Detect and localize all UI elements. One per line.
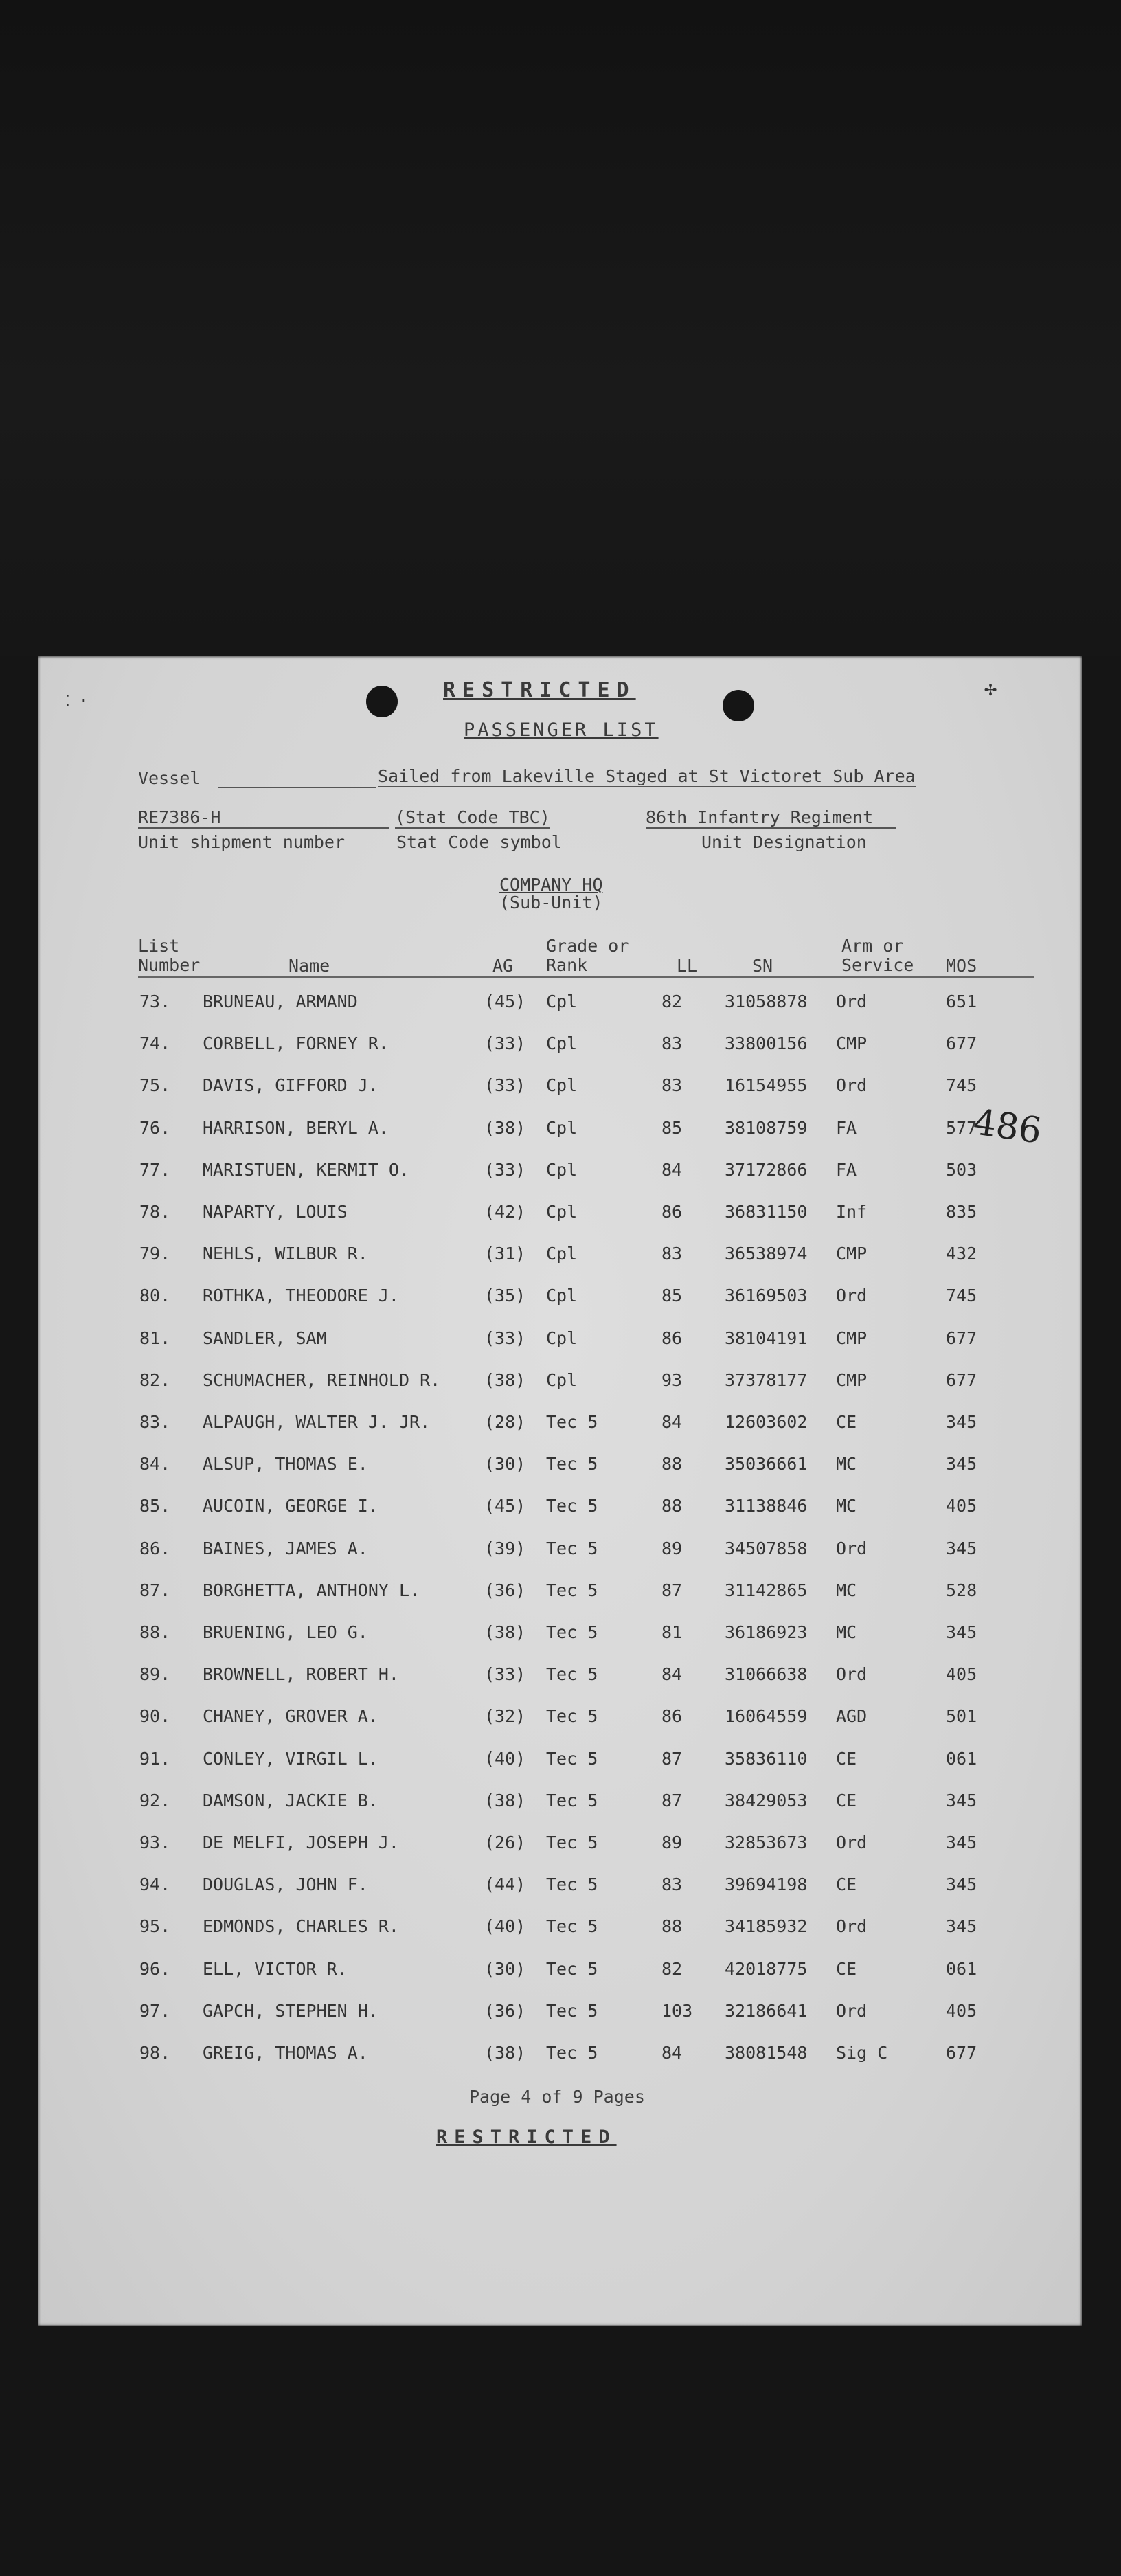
cell-arm: MC <box>836 1454 857 1475</box>
cell-age: (36) <box>484 1580 526 1600</box>
table-row <box>38 1916 1082 1959</box>
sailed-from: Sailed from Lakeville Staged at St Victoret Sub Area <box>378 766 916 786</box>
cell-arm: CE <box>836 1748 857 1769</box>
cell-name: BORGHETTA, ANTHONY L. <box>203 1580 420 1600</box>
cell-num: 87. <box>139 1580 171 1600</box>
cell-ll: 93 <box>661 1369 683 1390</box>
cell-age: (44) <box>484 1874 526 1895</box>
cell-num: 78. <box>139 1202 171 1222</box>
cell-grade: Cpl <box>546 1244 578 1264</box>
table-row <box>38 2043 1082 2085</box>
cell-num: 82. <box>139 1369 171 1390</box>
column-mos: MOS <box>946 956 977 976</box>
cell-arm: MC <box>836 1496 857 1516</box>
cell-num: 83. <box>139 1412 171 1432</box>
cell-num: 74. <box>139 1033 171 1054</box>
cell-ll: 87 <box>661 1580 683 1600</box>
cell-ll: 84 <box>661 1664 683 1685</box>
cell-num: 80. <box>139 1286 171 1306</box>
cell-sn: 34507858 <box>725 1538 808 1558</box>
cell-sn: 38429053 <box>725 1790 808 1811</box>
cell-grade: Tec 5 <box>546 1874 598 1895</box>
table-row <box>38 1454 1082 1497</box>
company-name: COMPANY HQ <box>499 875 603 895</box>
table-row <box>38 1874 1082 1917</box>
cell-mos: 405 <box>946 1664 977 1685</box>
cell-sn: 32186641 <box>725 2000 808 2021</box>
cell-mos: 345 <box>946 1916 977 1937</box>
cell-sn: 31142865 <box>725 1580 808 1600</box>
cell-arm: CE <box>836 1412 857 1432</box>
cell-num: 97. <box>139 2000 171 2021</box>
unit-designation: 86th Infantry Regiment <box>646 807 896 829</box>
cell-sn: 38104191 <box>725 1328 808 1348</box>
cell-mos: 651 <box>946 992 977 1011</box>
corner-mark: ⁚ · <box>65 693 89 710</box>
cell-num: 98. <box>139 2043 171 2063</box>
cell-mos: 677 <box>946 1033 977 1054</box>
column-age: AG <box>492 956 514 976</box>
vessel-label: Vessel <box>138 768 201 788</box>
corner-mark: ✢ <box>984 677 997 701</box>
cell-num: 75. <box>139 1075 171 1096</box>
cell-grade: Cpl <box>546 1202 578 1222</box>
cell-name: GAPCH, STEPHEN H. <box>203 2000 378 2021</box>
cell-ll: 83 <box>661 1033 683 1054</box>
cell-arm: Inf <box>836 1202 868 1222</box>
cell-arm: Ord <box>836 2000 868 2021</box>
cell-grade: Cpl <box>546 1159 578 1180</box>
cell-age: (33) <box>484 1328 526 1348</box>
table-row <box>38 1075 1082 1118</box>
cell-name: DAVIS, GIFFORD J. <box>203 1075 378 1096</box>
cell-grade: Cpl <box>546 1286 578 1306</box>
cell-arm: Sig C <box>836 2043 888 2063</box>
passenger-list-sheet <box>38 656 1082 2326</box>
cell-mos: 345 <box>946 1412 977 1432</box>
cell-mos: 503 <box>946 1159 977 1180</box>
table-row <box>38 1160 1082 1202</box>
table-row <box>38 1706 1082 1749</box>
cell-grade: Tec 5 <box>546 1454 598 1475</box>
cell-grade: Tec 5 <box>546 1706 598 1727</box>
cell-ll: 82 <box>661 992 683 1011</box>
shipment-number: RE7386-H <box>138 807 389 829</box>
cell-ll: 88 <box>661 1496 683 1516</box>
cell-name: BRUENING, LEO G. <box>203 1622 368 1642</box>
cell-sn: 35836110 <box>725 1748 808 1769</box>
cell-grade: Tec 5 <box>546 1622 598 1642</box>
table-row <box>38 1580 1082 1623</box>
cell-arm: Ord <box>836 1538 868 1558</box>
cell-grade: Cpl <box>546 1075 578 1096</box>
cell-arm: CMP <box>836 1244 868 1264</box>
cell-mos: 061 <box>946 1958 977 1979</box>
cell-grade: Tec 5 <box>546 2000 598 2021</box>
table-row <box>38 2001 1082 2043</box>
cell-arm: Ord <box>836 1916 868 1937</box>
cell-num: 84. <box>139 1454 171 1475</box>
column-sn: SN <box>752 956 773 976</box>
cell-name: NEHLS, WILBUR R. <box>203 1244 368 1264</box>
cell-mos: 528 <box>946 1580 977 1600</box>
cell-ll: 81 <box>661 1622 683 1642</box>
cell-age: (33) <box>484 1033 526 1054</box>
cell-grade: Cpl <box>546 992 578 1011</box>
cell-ll: 84 <box>661 2043 683 2063</box>
cell-ll: 83 <box>661 1075 683 1096</box>
cell-arm: Ord <box>836 1075 868 1096</box>
cell-sn: 37172866 <box>725 1159 808 1180</box>
cell-age: (33) <box>484 1664 526 1685</box>
cell-sn: 32853673 <box>725 1833 808 1852</box>
cell-num: 73. <box>139 992 171 1011</box>
cell-age: (40) <box>484 1916 526 1937</box>
cell-sn: 38081548 <box>725 2043 808 2063</box>
cell-arm: Ord <box>836 1286 868 1306</box>
cell-num: 90. <box>139 1706 171 1727</box>
cell-age: (28) <box>484 1412 526 1432</box>
page-count: Page 4 of 9 Pages <box>469 2087 645 2107</box>
cell-ll: 83 <box>661 1874 683 1895</box>
cell-num: 89. <box>139 1664 171 1685</box>
cell-sn: 31058878 <box>725 992 808 1011</box>
table-row <box>38 1202 1082 1244</box>
cell-sn: 36538974 <box>725 1244 808 1264</box>
cell-mos: 405 <box>946 2000 977 2021</box>
table-row <box>38 1286 1082 1328</box>
cell-ll: 87 <box>661 1790 683 1811</box>
cell-age: (38) <box>484 1369 526 1390</box>
cell-ll: 83 <box>661 1244 683 1264</box>
cell-age: (36) <box>484 2000 526 2021</box>
table-row <box>38 1244 1082 1286</box>
cell-age: (33) <box>484 1075 526 1096</box>
table-row <box>38 1664 1082 1707</box>
cell-age: (38) <box>484 2043 526 2063</box>
cell-mos: 345 <box>946 1622 977 1642</box>
cell-age: (40) <box>484 1748 526 1769</box>
cell-sn: 31066638 <box>725 1664 808 1685</box>
cell-arm: CE <box>836 1958 857 1979</box>
cell-ll: 82 <box>661 1958 683 1979</box>
cell-name: ROTHKA, THEODORE J. <box>203 1286 399 1306</box>
cell-name: EDMONDS, CHARLES R. <box>203 1916 399 1937</box>
cell-sn: 16154955 <box>725 1075 808 1096</box>
cell-age: (45) <box>484 992 526 1011</box>
column-arm: Arm or Service <box>841 936 914 975</box>
cell-num: 86. <box>139 1538 171 1558</box>
cell-name: BAINES, JAMES A. <box>203 1538 368 1558</box>
stat-code-label: Stat Code symbol <box>396 832 562 852</box>
cell-sn: 12603602 <box>725 1412 808 1432</box>
shipment-number-label: Unit shipment number <box>138 832 346 852</box>
cell-grade: Tec 5 <box>546 1833 598 1852</box>
header-rule <box>138 976 1034 978</box>
cell-name: DOUGLAS, JOHN F. <box>203 1874 368 1895</box>
cell-arm: CMP <box>836 1033 868 1054</box>
cell-ll: 86 <box>661 1328 683 1348</box>
cell-grade: Cpl <box>546 1369 578 1390</box>
table-row <box>38 1959 1082 2002</box>
cell-arm: FA <box>836 1159 857 1180</box>
punch-hole <box>723 690 754 721</box>
table-row <box>38 1033 1082 1076</box>
column-name: Name <box>288 956 330 976</box>
cell-name: ELL, VICTOR R. <box>203 1958 348 1979</box>
cell-age: (39) <box>484 1538 526 1558</box>
table-row <box>38 1749 1082 1791</box>
cell-mos: 345 <box>946 1454 977 1475</box>
cell-num: 92. <box>139 1790 171 1811</box>
table-row <box>38 992 1082 1034</box>
cell-sn: 42018775 <box>725 1958 808 1979</box>
cell-ll: 88 <box>661 1916 683 1937</box>
cell-arm: MC <box>836 1580 857 1600</box>
cell-ll: 89 <box>661 1833 683 1852</box>
cell-arm: CE <box>836 1874 857 1895</box>
cell-grade: Cpl <box>546 1117 578 1138</box>
cell-arm: FA <box>836 1117 857 1138</box>
cell-ll: 85 <box>661 1117 683 1138</box>
cell-mos: 345 <box>946 1874 977 1895</box>
cell-age: (33) <box>484 1159 526 1180</box>
cell-sn: 35036661 <box>725 1454 808 1475</box>
cell-name: HARRISON, BERYL A. <box>203 1117 389 1138</box>
cell-arm: CMP <box>836 1328 868 1348</box>
cell-ll: 86 <box>661 1706 683 1727</box>
cell-grade: Tec 5 <box>546 1580 598 1600</box>
cell-arm: AGD <box>836 1706 868 1727</box>
cell-name: CHANEY, GROVER A. <box>203 1706 378 1727</box>
cell-mos: 061 <box>946 1748 977 1769</box>
cell-age: (38) <box>484 1117 526 1138</box>
cell-arm: Ord <box>836 1833 868 1852</box>
cell-arm: Ord <box>836 992 868 1011</box>
cell-num: 79. <box>139 1244 171 1264</box>
cell-arm: MC <box>836 1622 857 1642</box>
cell-sn: 33800156 <box>725 1033 808 1054</box>
cell-sn: 36169503 <box>725 1286 808 1306</box>
cell-mos: 405 <box>946 1496 977 1516</box>
cell-name: SCHUMACHER, REINHOLD R. <box>203 1369 441 1390</box>
cell-mos: 835 <box>946 1202 977 1222</box>
cell-grade: Tec 5 <box>546 1748 598 1769</box>
cell-sn: 16064559 <box>725 1706 808 1727</box>
cell-mos: 577 <box>946 1117 977 1138</box>
sub-unit-label: (Sub-Unit) <box>499 893 603 912</box>
cell-mos: 501 <box>946 1706 977 1727</box>
cell-mos: 677 <box>946 1328 977 1348</box>
cell-name: AUCOIN, GEORGE I. <box>203 1496 378 1516</box>
table-row <box>38 1791 1082 1833</box>
table-row <box>38 1538 1082 1581</box>
cell-grade: Tec 5 <box>546 1412 598 1432</box>
cell-arm: CMP <box>836 1369 868 1390</box>
table-row <box>38 1496 1082 1538</box>
table-row <box>38 1118 1082 1161</box>
cell-ll: 89 <box>661 1538 683 1558</box>
stat-code: (Stat Code TBC) <box>395 807 550 827</box>
cell-name: MARISTUEN, KERMIT O. <box>203 1159 410 1180</box>
cell-name: CORBELL, FORNEY R. <box>203 1033 389 1054</box>
cell-name: CONLEY, VIRGIL L. <box>203 1748 378 1769</box>
cell-name: DAMSON, JACKIE B. <box>203 1790 378 1811</box>
cell-mos: 745 <box>946 1075 977 1096</box>
cell-num: 85. <box>139 1496 171 1516</box>
cell-age: (45) <box>484 1496 526 1516</box>
punch-hole <box>366 686 398 717</box>
footer-title: RESTRICTED <box>436 2127 617 2148</box>
cell-num: 91. <box>139 1748 171 1769</box>
cell-name: BRUNEAU, ARMAND <box>203 992 358 1011</box>
cell-grade: Tec 5 <box>546 1538 598 1558</box>
cell-age: (31) <box>484 1244 526 1264</box>
cell-name: DE MELFI, JOSEPH J. <box>203 1833 399 1852</box>
cell-name: BROWNELL, ROBERT H. <box>203 1664 399 1685</box>
cell-age: (38) <box>484 1622 526 1642</box>
cell-num: 94. <box>139 1874 171 1895</box>
table-row <box>38 1833 1082 1875</box>
document-title: RESTRICTED <box>443 678 636 702</box>
cell-age: (42) <box>484 1202 526 1222</box>
cell-age: (30) <box>484 1454 526 1475</box>
cell-name: NAPARTY, LOUIS <box>203 1202 348 1222</box>
cell-name: SANDLER, SAM <box>203 1328 327 1348</box>
cell-grade: Cpl <box>546 1328 578 1348</box>
cell-mos: 345 <box>946 1538 977 1558</box>
cell-grade: Tec 5 <box>546 1916 598 1937</box>
cell-age: (30) <box>484 1958 526 1979</box>
unit-designation-label: Unit Designation <box>701 832 867 852</box>
table-row <box>38 1412 1082 1455</box>
cell-ll: 87 <box>661 1748 683 1769</box>
cell-ll: 84 <box>661 1412 683 1432</box>
cell-ll: 85 <box>661 1286 683 1306</box>
page-stamp-number: 486 <box>971 1101 1044 1152</box>
cell-grade: Tec 5 <box>546 1496 598 1516</box>
column-list-number: List Number <box>138 936 201 975</box>
table-row <box>38 1328 1082 1371</box>
cell-sn: 34185932 <box>725 1916 808 1937</box>
cell-grade: Tec 5 <box>546 1958 598 1979</box>
cell-mos: 345 <box>946 1790 977 1811</box>
cell-num: 96. <box>139 1958 171 1979</box>
cell-mos: 345 <box>946 1833 977 1852</box>
cell-name: ALPAUGH, WALTER J. JR. <box>203 1412 431 1432</box>
table-row <box>38 1622 1082 1665</box>
cell-mos: 677 <box>946 2043 977 2063</box>
cell-arm: CE <box>836 1790 857 1811</box>
cell-ll: 103 <box>661 2000 693 2021</box>
cell-mos: 745 <box>946 1286 977 1306</box>
cell-age: (35) <box>484 1286 526 1306</box>
cell-num: 95. <box>139 1916 171 1937</box>
column-ll: LL <box>677 956 698 976</box>
cell-arm: Ord <box>836 1664 868 1685</box>
cell-sn: 37378177 <box>725 1369 808 1390</box>
cell-num: 81. <box>139 1328 171 1348</box>
cell-grade: Tec 5 <box>546 1664 598 1685</box>
cell-sn: 36186923 <box>725 1622 808 1642</box>
cell-sn: 36831150 <box>725 1202 808 1222</box>
cell-name: ALSUP, THOMAS E. <box>203 1454 368 1475</box>
column-grade: Grade or Rank <box>546 936 629 975</box>
cell-mos: 432 <box>946 1244 977 1264</box>
vessel-line <box>218 787 376 788</box>
cell-num: 76. <box>139 1117 171 1138</box>
dark-background <box>0 0 1121 656</box>
cell-grade: Cpl <box>546 1033 578 1054</box>
cell-grade: Tec 5 <box>546 1790 598 1811</box>
cell-mos: 677 <box>946 1369 977 1390</box>
table-row <box>38 1370 1082 1413</box>
cell-sn: 31138846 <box>725 1496 808 1516</box>
cell-name: GREIG, THOMAS A. <box>203 2043 368 2063</box>
cell-grade: Tec 5 <box>546 2043 598 2063</box>
cell-num: 93. <box>139 1833 171 1852</box>
cell-ll: 84 <box>661 1159 683 1180</box>
cell-age: (32) <box>484 1706 526 1727</box>
document-subtitle: PASSENGER LIST <box>464 719 659 741</box>
cell-num: 77. <box>139 1159 171 1180</box>
cell-sn: 39694198 <box>725 1874 808 1895</box>
cell-ll: 86 <box>661 1202 683 1222</box>
cell-age: (38) <box>484 1790 526 1811</box>
cell-ll: 88 <box>661 1454 683 1475</box>
cell-age: (26) <box>484 1833 526 1852</box>
cell-num: 88. <box>139 1622 171 1642</box>
cell-sn: 38108759 <box>725 1117 808 1138</box>
